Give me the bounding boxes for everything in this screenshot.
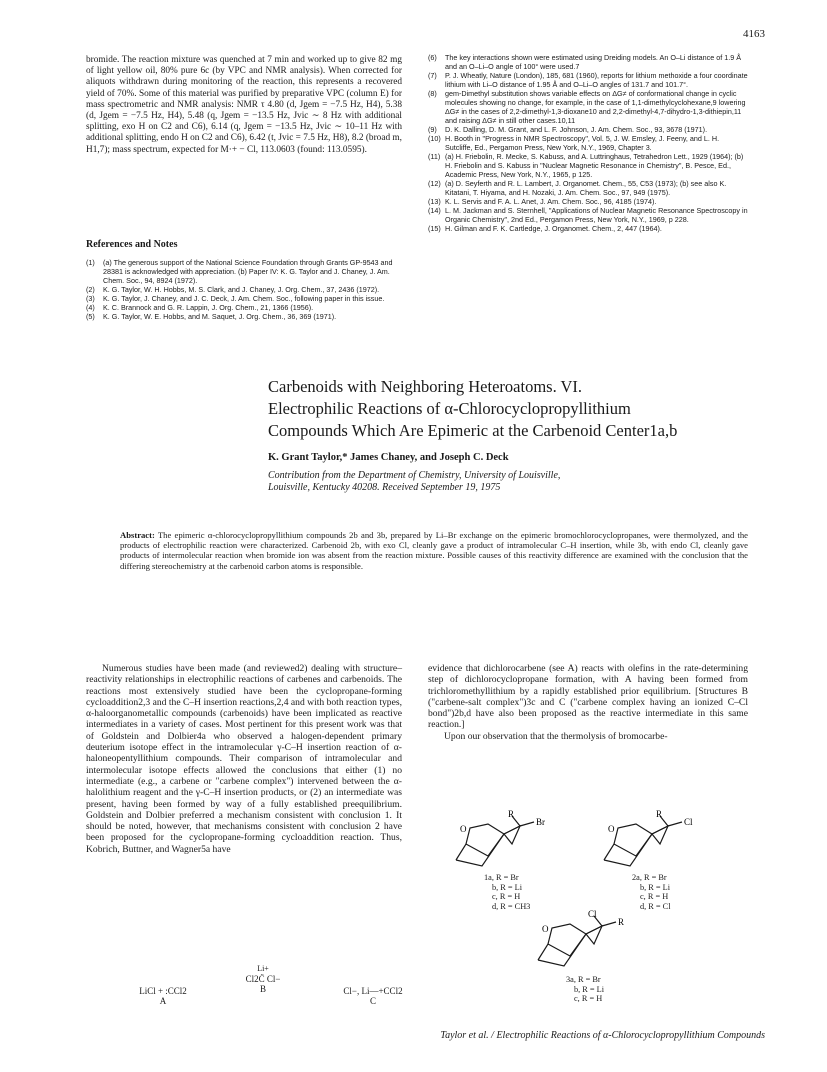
bond-to-r (602, 922, 616, 926)
bond-to-br (520, 822, 534, 826)
references-heading: References and Notes (86, 239, 178, 250)
structure-1-o-label: O (460, 824, 467, 834)
reference-text: The key interactions shown were estimated using Dreiding models. An O–Li distance of 1.9 Å and an O–Li–O angle of 100° were used.7 (445, 53, 742, 71)
experimental-paragraph: bromide. The reaction mixture was quenched at 7 min and worked up to give 82 mg of light yellow oil, 80% pure 6c (by VPC and NMR analysis). When corrected for aliquots withdrawn during monitoring of the reaction, this represents a recovered yield of 70%. Some of this material was purified by preparative VPC (column E) for mass spectrometric and NMR analysis: NMR τ 4.80 (d, Jgem = −7.5 Hz, H4), 5.38 (d, Jgem = −7.5 Hz, H4), 5.48 (q, Jgem = −13.5 Hz, Jvic ∼ 8 Hz with additional splitting, exo H on C2 and C6), 6.14 (q, Jgem = −13.5 Hz, Jvic ∼ 10–11 Hz with additional splitting, endo H on C2 and C6), 6.42 (t, Jvic = 7.5 Hz, H8), 8.2 (broad m, H1,7); mass spectrum, expected for M·+ − Cl, 113.0603 (found: 113.0595). (86, 55, 402, 155)
structure-1-legend (484, 873, 530, 911)
reference-item (428, 224, 748, 233)
species-a (118, 976, 208, 1006)
reference-number: (13) (428, 197, 441, 206)
reference-text: (a) D. Seyferth and R. L. Lambert, J. Organomet. Chem., 55, C53 (1973); (b) see also K. Kitatani, T. Hiyama, and H. Nozaki, J. Am. Chem. Soc., 97, 949 (1975). (445, 179, 727, 197)
species-b (228, 964, 298, 994)
references-list-right (428, 53, 748, 233)
body-text-left: Numerous studies have been made (and reviewed2) dealing with structure–reactivity relationships in electrophilic reactions of carbenes and carbenoids. The reactions most extensively studied have been the cyclopropane-forming cycloaddition2,3 and the C–H insertion reactions,2,4 and with both reaction types, α-haloorganometallic compounds (carbenoids) have been implicated as reactive intermediates in a variety of cases. Most pertinent for this present work was that of Goldstein and Dolbier4a who observed a halogen-dependent primary deuterium isotope effect in the intramolecular γ-C–H insertion reaction of α-haloneopentyllithium compounds. Their comparison of intramolecular and intermolecular isotope effects allowed the conclusions that either (1) no intermediate (e.g., a carbene or "carbene complex") intervened between the α-halolithium reagent and the γ-C–H insertion products, or (2) an intermediate was present, having been formed by way of a fully established preequilibrium. Goldstein and Dolbier preferred a mechanism consistent with conclusion 1. It should be noted, however, that mechanisms consistent with conclusion 2 have been proposed for the cyclopropane-forming cycloaddition reaction. Thus, Kobrich, Buttner, and Wagner5a have (86, 663, 402, 855)
structure-2-o-label: O (608, 824, 615, 834)
body-right-paragraph-2: Upon our observation that the thermolysis of bromocarbe- (444, 730, 668, 742)
reference-text: K. G. Taylor, J. Chaney, and J. C. Deck, J. Am. Chem. Soc., following paper in this issue. (103, 294, 385, 303)
structure-3-o-label: O (542, 924, 549, 934)
species-c-label: C (369, 996, 376, 1006)
structure-1-line: d, R = CH3 (492, 901, 531, 911)
cyclopropane-ring (504, 826, 520, 844)
reference-number: (14) (428, 206, 441, 215)
reference-number: (7) (428, 71, 437, 80)
species-c (318, 976, 428, 1006)
title-line-1: Carbenoids with Neighboring Heteroatoms. VI. (268, 377, 583, 396)
structure-3-x-label: Cl (588, 909, 597, 919)
cyclopropane-ring (586, 926, 602, 944)
reference-number: (15) (428, 224, 441, 233)
structure-2-r-label: R (656, 809, 663, 819)
reference-number: (4) (86, 303, 95, 312)
structure-3-line: c, R = H (574, 994, 603, 1004)
reference-text: H. Booth in "Progress in NMR Spectroscopy", Vol. 5, J. W. Emsley, J. Feeny, and L. H. Sutcliffe, Ed., Pergamon Press, New York, N.Y., 1969, Chapter 3. (445, 134, 720, 152)
reference-text: (a) H. Friebolin, R. Mecke, S. Kabuss, and A. Luttringhaus, Tetrahedron Lett., 1929 (1964); (b) H. Friebolin and S. Kabuss in "Nuclear Magnetic Resonance in Chemistry", B. Pesce, Ed., Academic Press, New York, N.Y., 1965, p 125. (445, 152, 744, 179)
reference-item (428, 89, 748, 125)
structure-1-line: 1a, R = Br (484, 873, 519, 882)
species-a-formula: LiCl + :CCl2 (139, 986, 187, 996)
affiliation-line-2: Louisville, Kentucky 40208. Received September 19, 1975 (268, 481, 501, 493)
reference-item (428, 152, 748, 179)
reference-item (428, 134, 748, 152)
structure-1-drawing (446, 808, 566, 870)
abstract-text: The epimeric α-chlorocyclopropyllithium compounds 2b and 3b, prepared by Li–Br exchange on the epimeric bromochlorocyclopropanes, were thermolyzed, and the products of electrophilic reaction were characterized. Carbenoid 2b, with exo Cl, cleanly gave a product of intramolecular C–H insertion, while 3b, with endo Cl, cleanly gave products of intermolecular reaction when bromide ion was absent from the reaction mixture. Possible causes of this reactivity difference are examined with the conclusion that the differing stereochemistry at the carbenoid carbon atoms is responsible. (120, 530, 748, 571)
structure-3-line: 3a, R = Br (566, 975, 601, 984)
cyclopropane-ring (652, 826, 668, 844)
reference-number: (6) (428, 53, 437, 62)
running-footer: Taylor et al. / Electrophilic Reactions of α-Chlorocyclopropyllithium Compounds (440, 1030, 765, 1041)
reference-item (86, 294, 402, 303)
reference-number: (1) (86, 258, 95, 267)
structure-3-r-label: R (618, 917, 625, 927)
references-list-left (86, 258, 402, 321)
reference-text: L. M. Jackman and S. Sternhell, "Applications of Nuclear Magnetic Resonance Spectroscopy in Organic Chemistry", 2nd Ed., Pergamon Press, New York, N.Y., 1969, p 228. (445, 206, 748, 224)
reference-text: H. Gilman and F. K. Cartledge, J. Organomet. Chem., 2, 447 (1964). (445, 224, 662, 233)
reference-item (86, 312, 402, 321)
affiliation-line-1: Contribution from the Department of Chemistry, University of Louisville, (268, 470, 561, 481)
reference-number: (5) (86, 312, 95, 321)
structure-2-line: c, R = H (640, 892, 669, 902)
reference-number: (9) (428, 125, 437, 134)
reference-text: K. G. Taylor, W. E. Hobbs, and M. Saquet, J. Org. Chem., 36, 369 (1971). (103, 312, 337, 321)
species-b-superscript: Li+ (257, 964, 269, 973)
reference-item (428, 125, 748, 134)
authors: K. Grant Taylor,* James Chaney, and Joseph C. Deck (268, 452, 509, 463)
reference-number: (10) (428, 134, 441, 143)
structure-2-drawing (594, 808, 714, 870)
structure-2-line: b, R = Li (640, 882, 671, 892)
reference-number: (2) (86, 285, 95, 294)
structure-1-line: c, R = H (492, 892, 521, 902)
structure-3-legend (566, 975, 604, 1004)
reference-text: D. K. Dalling, D. M. Grant, and L. F. Johnson, J. Am. Chem. Soc., 93, 3678 (1971). (445, 125, 708, 134)
reference-text: (a) The generous support of the National Science Foundation through Grants GP-9543 and 28381 is acknowledged with appreciation. (b) Paper IV: K. G. Taylor and J. Chaney, J. Am. Chem. Soc., 94, 8924 (1972). (103, 258, 393, 285)
title-line-3: Compounds Which Are Epimeric at the Carbenoid Center1a,b (268, 421, 678, 440)
affiliation (268, 470, 748, 493)
page-number: 4163 (743, 28, 765, 40)
reference-item (428, 53, 748, 71)
structure-1-x-label: Br (536, 817, 545, 827)
ring-bond (604, 834, 652, 866)
structure-1-r-label: R (508, 809, 515, 819)
reference-item (428, 179, 748, 197)
reference-item (428, 197, 748, 206)
structure-2-x-label: Cl (684, 817, 693, 827)
structure-2-line: 2a, R = Br (632, 873, 667, 882)
structure-2-legend (632, 873, 671, 911)
species-a-label: A (159, 996, 167, 1006)
reference-item (86, 285, 402, 294)
reference-item (428, 206, 748, 224)
structure-3-drawing (528, 908, 648, 970)
ring-bond (456, 834, 504, 866)
bond-to-cl (668, 822, 682, 826)
reference-item (86, 303, 402, 312)
reference-number: (8) (428, 89, 437, 98)
reference-item (428, 71, 748, 89)
reference-text: K. C. Brannock and G. R. Lappin, J. Org. Chem., 21, 1366 (1956). (103, 303, 314, 312)
species-b-label: B (259, 984, 266, 994)
reference-text: K. G. Taylor, W. H. Hobbs, M. S. Clark, and J. Chaney, J. Org. Chem., 37, 2436 (1972). (103, 285, 380, 294)
structure-1-line: b, R = Li (492, 882, 523, 892)
structure-2-line: d, R = Cl (640, 901, 671, 911)
reference-number: (3) (86, 294, 95, 303)
body-text-right (428, 663, 748, 742)
abstract-label: Abstract: (120, 530, 155, 540)
reference-number: (11) (428, 152, 441, 161)
ring-bond (538, 934, 586, 966)
body-right-paragraph-1: evidence that dichlorocarbene (see A) reacts with olefins in the rate-determining step of dichlorocyclopropane formation, with A having been formed from trichloromethyllithium by a rapidly established prior equilibrium. [Structures B ("carbene-salt complex")3c and C ("carbene complex having an ionized C–Cl bond")2b,d have also been proposed as the reactive intermediate in this same reaction.] (428, 663, 748, 731)
reference-text: K. L. Servis and F. A. L. Anet, J. Am. Chem. Soc., 96, 4185 (1974). (445, 197, 657, 206)
carbenoid-equation-row (118, 964, 448, 1012)
abstract (120, 530, 748, 571)
reference-item (86, 258, 402, 285)
reference-number: (12) (428, 179, 441, 188)
article-title (268, 376, 768, 442)
species-b-formula: Cl2C̈ Cl− (245, 974, 281, 984)
species-c-formula: Cl−, Li—+CCl2 (343, 986, 403, 996)
reference-text: P. J. Wheatly, Nature (London), 185, 681 (1960), reports for lithium methoxide a four coordinate lithium with Li–O distance of 1.95 Å and O–Li–O angles of 131.7 and 101.7°. (445, 71, 748, 89)
structure-3-line: b, R = Li (574, 984, 605, 994)
title-line-2: Electrophilic Reactions of α-Chlorocyclopropyllithium (268, 399, 631, 418)
reference-text: gem-Dimethyl substitution shows variable effects on ΔG≠ of conformational change in cyclic molecules showing no change, for example, in the case of 1,1-dimethylcyclohexane,9 lowering ΔG≠ in the cases of 2,2-dimethyl-1,3-dioxane10 and 2,2-dimethyl-4,7-dihydro-1,3-dithiepin,11 and raising ΔG≠ in still other cases.10,11 (445, 89, 746, 125)
